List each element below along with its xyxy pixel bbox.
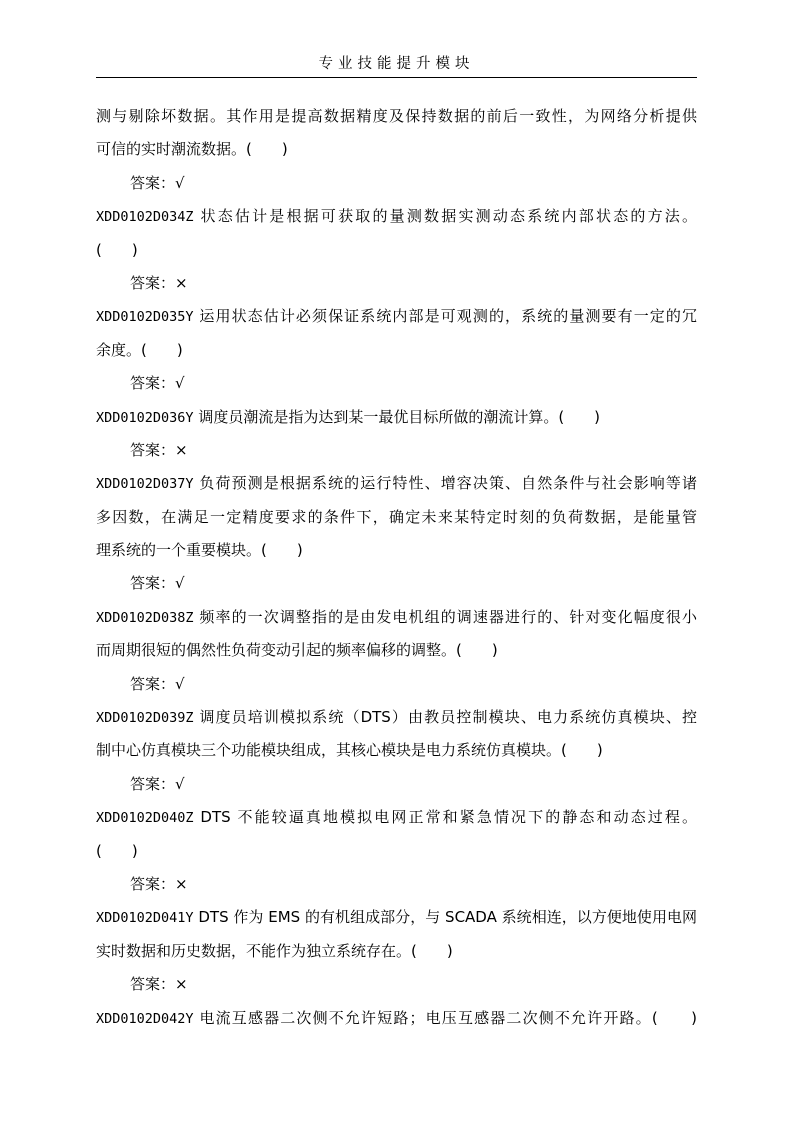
question-code: XDD0102D034Z <box>96 209 194 226</box>
question-text-line: 多因数，在满足一定精度要求的条件下，确定未来某特定时刻的负荷数据，是能量管 <box>96 507 697 526</box>
question-code: XDD0102D041Y <box>96 910 194 927</box>
question-text-line: 可信的实时潮流数据。( ) <box>96 140 288 159</box>
question-text-line: XDD0102D040Z DTS 不能较逼真地模拟电网正常和紧急情况下的静态和动态过程。 <box>96 808 697 827</box>
question-text-line: 制中心仿真模块三个功能模块组成，其核心模块是电力系统仿真模块。( ) <box>96 741 603 760</box>
question-code: XDD0102D042Y <box>96 1010 194 1027</box>
page-header-title: 专业技能提升模块 <box>318 56 475 72</box>
answer-line: 答案：× <box>130 975 188 994</box>
question-text-line: 实时数据和历史数据，不能作为独立系统存在。( ) <box>96 941 453 960</box>
question-text-line: XDD0102D036Y 调度员潮流是指为达到某一最优目标所做的潮流计算。( ) <box>96 407 601 426</box>
question-text-line: 测与剔除坏数据。其作用是提高数据精度及保持数据的前后一致性，为网络分析提供 <box>96 107 697 125</box>
answer-line: 答案：√ <box>130 574 185 593</box>
question-code: XDD0102D040Z <box>96 810 194 827</box>
question-text-line: XDD0102D035Y 运用状态估计必须保证系统内部是可观测的，系统的量测要有一定的冗 <box>96 307 697 326</box>
answer-line: 答案：√ <box>130 374 185 393</box>
question-text-line: 理系统的一个重要模块。( ) <box>96 541 303 560</box>
question-text-line: 余度。( ) <box>96 340 183 359</box>
question-text-line: 而周期很短的偶然性负荷变动引起的频率偏移的调整。( ) <box>96 641 498 660</box>
question-code: XDD0102D039Z <box>96 710 194 727</box>
header-rule <box>96 77 697 78</box>
question-text-line: XDD0102D038Z 频率的一次调整指的是由发电机组的调速器进行的、针对变化幅度很小 <box>96 607 697 626</box>
answer-line: 答案：√ <box>130 674 185 693</box>
question-text-line: XDD0102D039Z 调度员培训模拟系统（DTS）由教员控制模块、电力系统仿真模块、控 <box>96 708 697 727</box>
question-text-line: XDD0102D037Y 负荷预测是根据系统的运行特性、增容决策、自然条件与社会影响等诸 <box>96 474 697 493</box>
answer-line: 答案：× <box>130 874 188 893</box>
question-text-line: XDD0102D042Y 电流互感器二次侧不允许短路；电压互感器二次侧不允许开路。( ) <box>96 1008 697 1027</box>
question-code: XDD0102D036Y <box>96 409 194 426</box>
document-body <box>96 100 697 1035</box>
question-text-line: ( ) <box>96 240 138 259</box>
question-text-line: ( ) <box>96 841 138 860</box>
question-code: XDD0102D037Y <box>96 476 194 493</box>
answer-line: 答案：√ <box>130 173 185 192</box>
question-text-line: XDD0102D041Y DTS 作为 EMS 的有机组成部分，与 SCADA 系统相连，以方便地使用电网 <box>96 908 697 927</box>
answer-line: 答案：× <box>130 440 188 459</box>
answer-line: 答案：√ <box>130 774 185 793</box>
question-code: XDD0102D038Z <box>96 609 194 626</box>
answer-line: 答案：× <box>130 273 188 292</box>
question-code: XDD0102D035Y <box>96 309 194 326</box>
question-text-line: XDD0102D034Z 状态估计是根据可获取的量测数据实测动态系统内部状态的方法。 <box>96 207 697 226</box>
